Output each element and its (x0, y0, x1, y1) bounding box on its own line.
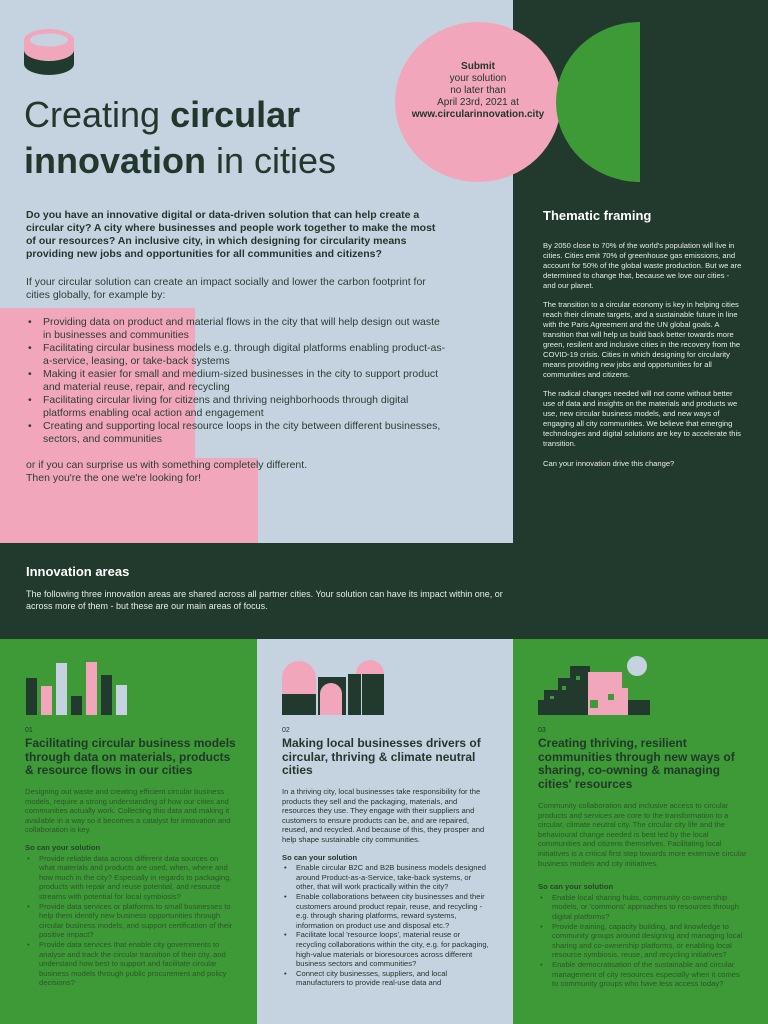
innovation-area-1 (0, 639, 257, 1024)
list-item: • Making it easier for small and medium-sized businesses in the city to support product and material reuse, repair, and recycling (26, 368, 446, 394)
outro-text: or if you can surprise us with something completely different. Then you're the one we're looking for! (26, 459, 308, 484)
area-body: Community collaboration and inclusive access to circular products and services are core to the transformation to a circular, climate neutral city. The circular city life and the behavioural change needed is best led by the local communities and citizens themselves. Facilitating local initiatives is a critical first step towards more extensive circular business models and city initiatives. So can your solution • Enable local sharing hubs, community co-ownership models, or 'commons' approaches to resources through digital platforms? • Provide training, capacity building, and knowledge to community groups around designing and managing local sharing and co-ownership platforms, or enabling local resource symbiosis, reuse, and recycling initiatives? • Enable democratisation of the sustainable and circular management of city resources especially when it comes to community groups who have less access today? (538, 801, 748, 989)
list-item: • Creating and supporting local resource loops in the city between different businesses, sectors, and communities (26, 420, 446, 446)
list-item: • Provide training, capacity building, and knowledge to community groups around designing and managing local sharing and co-ownership platforms, or enabling local resource symbiosis, reuse, and recycling initiatives? (538, 922, 748, 960)
list-item: • Enable democratisation of the sustainable and circular management of city resources especially when it comes to community groups who have less access today? (538, 960, 748, 989)
area-title: Creating thriving, resilient communities through new ways of sharing, co-owning & managing cities' resources (538, 736, 735, 791)
submit-callout: Submit your solution no later than April 23rd, 2021 at www.circularinnovation.city (405, 61, 551, 121)
area-number: 01 (25, 727, 33, 734)
submit-url-link[interactable]: www.circularinnovation.city (411, 109, 545, 120)
list-item: • Enable circular B2C and B2B business models designed around Product-as-a-Service, take-back systems, or other, that will work practically within the city? (282, 863, 492, 892)
half-circle-shape (556, 22, 640, 182)
innovation-areas-title: Innovation areas (26, 564, 130, 579)
innovation-area-2 (257, 639, 513, 1024)
logo-ring-icon (24, 24, 74, 76)
area-title: Facilitating circular business models through data on materials, products & resource flows in our cities (25, 736, 236, 777)
page-title: Creating circular innovation in cities (24, 94, 337, 181)
list-item: • Facilitating circular business models e.g. through digital platforms enabling product-as-a-service, leasing, or take-back systems (26, 342, 446, 368)
area-number: 03 (538, 727, 546, 734)
list-item: • Provide reliable data across different data sources on what materials and products are used, when, where and how much in the city? Especially in regards to packaging, products with repair and reuse potential, and resource streams with potential for local symbiosis? (25, 854, 235, 902)
area-number: 02 (282, 727, 290, 734)
list-item: • Enable local sharing hubs, community co-ownership models, or 'commons' approaches to resources through digital platforms? (538, 893, 748, 922)
community-buildings-icon (538, 656, 650, 716)
list-item: • Provide data services or platforms to small businesses to help them identify new business opportunities through circular business models, and support certification of their positive impact? (25, 902, 235, 940)
thematic-body: By 2050 close to 70% of the world's population will live in cities. Cities emit 70% of greenhouse gas emissions, and account for 50% of the global waste production. But we are determined to change that, because we love our cities - and our planet. The transition to a circular economy is key in helping cities reach their climate targets, and a sustainable future in line with the Paris Agreement and the UN global goals. A transition that will help us build back better towards more green, resilient and inclusive cities in the recovery from the COVID-19 crisis. Cities in which designing for circularity means providing new jobs and opportunities for all communities and citizens. The radical changes needed will not come without better use of data and insights on the materials and products we use, new circular business models, and new ways of engaging all city communities. We believe that emerging technologies and digital solutions are key to accelerate this transition. Can your innovation drive this change? (543, 241, 742, 468)
list-item: • Enable collaborations between city businesses and their customers around product repair, reuse, and recycling - e.g. through sharing platforms, reward systems, information on product use and disposal etc.? (282, 892, 492, 930)
list-item: • Connect city businesses, suppliers, and local manufacturers to provide real-use data and (282, 969, 492, 988)
thematic-title: Thematic framing (543, 208, 652, 223)
intro-question: Do you have an innovative digital or data-driven solution that can help create a circular city? A city where businesses and people work together to make the most of our resources? An inclusive city, in which designing for circularity means providing new jobs and opportunities for all communities and citizens? (26, 209, 436, 260)
area-body: Designing out waste and creating efficient circular business models, require a strong understanding of how our cities and communities actually work. Collecting this data and making it available in a way so it becomes a catalyst for innovation and collaboration is key. So can your solution • Provide reliable data across different data sources on what materials and products are used, when, where and how much in the city? Especially in regards to packaging, products with repair and reuse potential, and resource streams with potential for local symbiosis? • Provide data services or platforms to small businesses to help them identify new business opportunities through circular business models, and support certification of their positive impact? • Provide data services that enable city governments to analyse and track the circular transition of their city, and understand how best to support and facilitate circular business models through public procurement and policy decisions? (25, 787, 235, 988)
local-businesses-icon (282, 656, 386, 716)
list-item: • Facilitate local 'resource loops', material reuse or recycling collaborations within the city, e.g. for packaging, high-value materials or bioresources across different business sectors and communities? (282, 930, 492, 968)
example-list (26, 316, 446, 446)
innovation-areas-body: The following three innovation areas are shared across all partner cities. Your solution can have its impact within one, or across more of them - but these are our main areas of focus. (26, 589, 503, 611)
list-item: • Provide data services that enable city governments to analyse and track the circular transition of their city, and understand how best to support and facilitate circular business models through public procurement and policy decisions? (25, 940, 235, 988)
intro-text: If your circular solution can create an impact socially and lower the carbon footprint for cities globally, for example by: (26, 276, 426, 301)
area-title: Making local businesses drivers of circular, thriving & climate neutral cities (282, 736, 481, 777)
list-item: • Facilitating circular living for citizens and thriving neighborhoods through digital platforms enabling ocal action and engagement (26, 394, 446, 420)
list-item: • Providing data on product and material flows in the city that will help design out waste in businesses and communities (26, 316, 446, 342)
bar-chart-icon (25, 656, 129, 716)
area-body: In a thriving city, local businesses take responsibility for the products they sell and the packaging, materials, and resources they use. They engage with their suppliers and customers to ensure products can be, and are repaired, reused, and recycled. And because of this, they prosper and help shape sustainable city communities. So can your solution • Enable circular B2C and B2B business models designed around Product-as-a-Service, take-back systems, or other, that will work practically within the city? • Enable collaborations between city businesses and their customers around product repair, reuse, and recycling - e.g. through sharing platforms, reward systems, information on product use and disposal etc.? • Facilitate local 'resource loops', material reuse or recycling collaborations within the city, e.g. for packaging, high-value materials or bioresources across different business sectors and communities? • Connect city businesses, suppliers, and local manufacturers to provide real-use data and (282, 787, 492, 988)
innovation-area-3 (513, 639, 768, 1024)
